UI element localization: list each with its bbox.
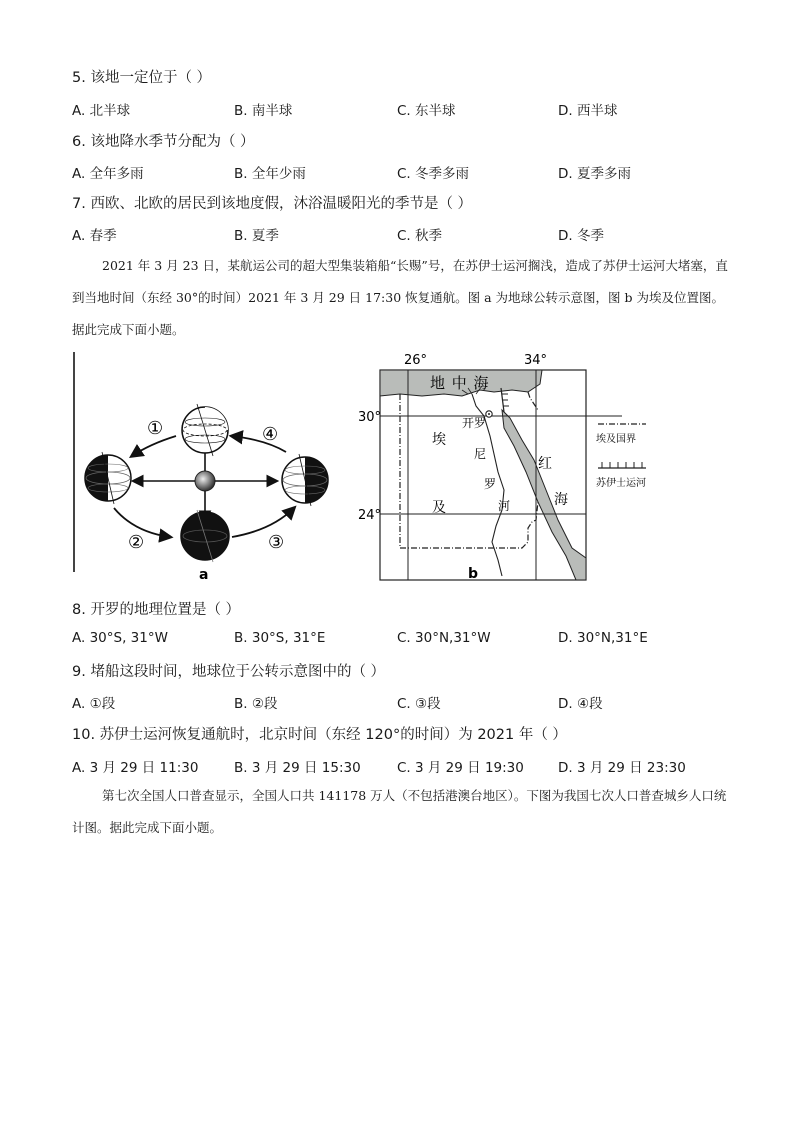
option-d: D. 3 月 29 日 23:30 [558,760,686,776]
figure-a-revolution [72,352,342,582]
figure-b-egypt-map [352,350,682,586]
option-c: C. ③段 [397,696,441,712]
suez-intro-paragraph: 2021 年 3 月 23 日，某航运公司的超大型集装箱船“长赐”号，在苏伊士运河搁浅，造成了苏伊士运河大堵塞，直到当地时间（东经 30°的时间）2021 年 3 月 29 日 17:30 恢复通航。图 a 为地球公转示意图，图 b 为埃及位置图。据此完成下面小题。 [72,258,728,337]
legend-border-label: 埃及国界 [596,434,636,445]
option-c: C. 3 月 29 日 19:30 [397,760,524,776]
label-mediterranean: 地 中 海 [430,374,490,392]
option-b: B. 全年少雨 [234,166,306,182]
label-egypt-2: 及 [432,500,446,516]
label-nile-1: 尼 [474,447,487,461]
lon-label-34: 34° [524,353,548,368]
question-stem: 堵船这段时间，地球位于公转示意图中的（ ） [90,664,386,680]
segment-label-2: ② [128,532,145,553]
question-stem: 该地一定位于（ ） [90,70,212,86]
question-6 [72,130,255,151]
label-nile-3: 河 [498,499,511,513]
figure-b-caption: b [468,566,479,582]
question-number: 7. [72,196,86,212]
question-10 [72,723,567,744]
lat-label-30: 30° [358,410,382,425]
label-egypt-1: 埃 [432,432,446,448]
question-7 [72,192,472,213]
sun-icon [195,471,215,491]
option-d: D. ④段 [558,696,603,712]
question-stem: 开罗的地理位置是（ ） [90,602,241,618]
label-red-1: 红 [538,456,552,472]
question-stem: 该地降水季节分配为（ ） [90,134,255,150]
question-8 [72,598,240,619]
segment-label-4: ④ [262,424,279,445]
census-intro-paragraph: 第七次全国人口普查显示，全国人口共 141178 万人（不包括港澳台地区）。下图为我国七次人口普查城乡人口统计图。据此完成下面小题。 [72,788,727,835]
label-cairo: 开罗 [462,416,487,430]
option-c: C. 30°N,31°W [397,630,491,646]
option-c: C. 秋季 [397,228,443,244]
option-a: A. 春季 [72,228,117,244]
option-a: A. ①段 [72,696,116,712]
question-number: 8. [72,602,86,618]
label-red-2: 海 [554,492,568,508]
option-a: A. 全年多雨 [72,166,144,182]
question-number: 9. [72,664,86,680]
question-stem: 西欧、北欧的居民到该地度假，沐浴温暖阳光的季节是（ ） [90,196,473,212]
option-a: A. 北半球 [72,103,131,119]
option-a: A. 3 月 29 日 11:30 [72,760,199,776]
option-b: B. 30°S, 31°E [234,630,326,646]
option-d: D. 西半球 [558,103,618,119]
question-9 [72,660,385,681]
figure-a-caption: a [199,567,209,582]
legend-canal-label: 苏伊士运河 [596,478,646,489]
option-b: B. ②段 [234,696,278,712]
option-d: D. 冬季 [558,228,604,244]
question-5 [72,66,211,87]
question-stem: 苏伊士运河恢复通航时，北京时间（东经 120°的时间）为 2021 年（ ） [99,727,567,743]
lon-label-26: 26° [404,353,428,368]
segment-label-3: ③ [268,532,285,553]
question-number: 5. [72,70,86,86]
option-c: C. 冬季多雨 [397,166,470,182]
option-c: C. 东半球 [397,103,456,119]
question-number: 6. [72,134,86,150]
option-d: D. 夏季多雨 [558,166,631,182]
label-nile-2: 罗 [484,477,497,491]
option-d: D. 30°N,31°E [558,630,648,646]
lat-label-24: 24° [358,508,382,523]
option-a: A. 30°S, 31°W [72,630,168,646]
segment-label-1: ① [147,418,164,439]
option-b: B. 3 月 29 日 15:30 [234,760,361,776]
option-b: B. 夏季 [234,228,279,244]
question-number: 10. [72,727,96,743]
option-b: B. 南半球 [234,103,293,119]
